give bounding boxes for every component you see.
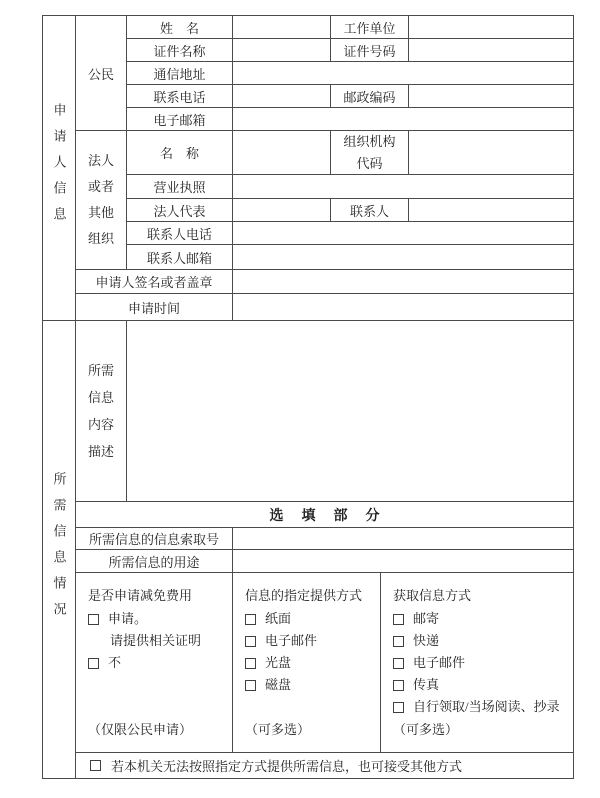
provide-option-cd[interactable]	[245, 652, 291, 674]
label-purpose: 所需信息的用途	[76, 550, 233, 573]
value-purpose[interactable]	[233, 550, 574, 573]
optional-part-header-cell	[76, 502, 574, 528]
obtain-footnote: （可多选）	[393, 722, 459, 737]
checkbox-icon[interactable]	[245, 680, 256, 691]
obtain-option-email[interactable]	[393, 652, 465, 674]
provide-option-paper-label: 纸面	[265, 611, 292, 626]
label-license: 营业执照	[127, 175, 233, 199]
provide-method-cell	[233, 573, 381, 753]
optional-part-header: 选填部分	[269, 508, 398, 524]
label-org-name: 名 称	[127, 131, 233, 175]
checkbox-icon[interactable]	[393, 636, 404, 647]
checkbox-icon[interactable]	[88, 614, 99, 625]
provide-option-cd-label: 光盘	[265, 655, 292, 670]
provide-method-title: 信息的指定提供方式	[245, 588, 363, 603]
value-name[interactable]	[233, 16, 331, 39]
value-description[interactable]	[127, 321, 574, 502]
obtain-option-self[interactable]	[393, 696, 560, 718]
label-work-unit: 工作单位	[331, 16, 409, 39]
label-description-text: 所需信息内容描述	[88, 363, 115, 459]
fee-option-no-label: 不	[108, 655, 122, 670]
section-requested-label: 所需信息情况	[51, 471, 67, 628]
obtain-method-cell	[381, 573, 574, 753]
value-address[interactable]	[233, 62, 574, 85]
provide-footnote: （可多选）	[245, 722, 311, 737]
group-legal-org-label: 法人或者其他组织	[88, 153, 115, 246]
label-contact: 联系人	[331, 199, 409, 222]
label-index-no: 所需信息的信息索取号	[76, 528, 233, 550]
value-contact-email[interactable]	[233, 245, 574, 270]
group-legal-org	[76, 131, 127, 270]
label-signature: 申请人签名或者盖章	[76, 270, 233, 294]
checkbox-icon[interactable]	[393, 658, 404, 669]
label-org-code-text: 组织机构代码	[343, 133, 396, 171]
fee-option-apply-label: 申请。	[108, 611, 148, 626]
checkbox-icon[interactable]	[245, 636, 256, 647]
value-work-unit[interactable]	[409, 16, 574, 39]
value-org-name[interactable]	[233, 131, 331, 175]
checkbox-icon[interactable]	[245, 658, 256, 669]
fee-option-no[interactable]	[88, 652, 121, 674]
value-postcode[interactable]	[409, 85, 574, 108]
section-applicant-label: 申请人信息	[51, 103, 67, 233]
checkbox-icon[interactable]	[393, 702, 404, 713]
label-name: 姓 名	[127, 16, 233, 39]
fallback-note-label: 若本机关无法按照指定方式提供所需信息，也可接受其他方式	[111, 759, 463, 774]
section-requested-info	[43, 321, 76, 779]
value-contact[interactable]	[409, 199, 574, 222]
provide-option-email-label: 电子邮件	[265, 633, 318, 648]
fallback-note-cell	[76, 753, 574, 779]
label-contact-phone: 联系人电话	[127, 222, 233, 245]
fee-reduction-title: 是否申请减免费用	[88, 588, 193, 603]
provide-option-email[interactable]	[245, 630, 317, 652]
label-description	[76, 321, 127, 502]
checkbox-icon[interactable]	[245, 614, 256, 625]
value-contact-phone[interactable]	[233, 222, 574, 245]
provide-option-paper[interactable]	[245, 608, 291, 630]
value-org-code[interactable]	[409, 131, 574, 175]
obtain-option-email-label: 电子邮件	[413, 655, 466, 670]
value-cert-no[interactable]	[409, 39, 574, 62]
group-citizen	[76, 16, 127, 131]
provide-option-disk-label: 磁盘	[265, 677, 292, 692]
obtain-option-express-label: 快递	[413, 633, 440, 648]
label-contact-email: 联系人邮箱	[127, 245, 233, 270]
label-representative: 法人代表	[127, 199, 233, 222]
checkbox-icon[interactable]	[393, 614, 404, 625]
label-phone: 联系电话	[127, 85, 233, 108]
label-org-code	[331, 131, 409, 175]
obtain-method-title: 获取信息方式	[393, 588, 472, 603]
group-citizen-label: 公民	[87, 66, 114, 82]
value-representative[interactable]	[233, 199, 331, 222]
label-apply-time: 申请时间	[76, 294, 233, 321]
label-cert-no: 证件号码	[331, 39, 409, 62]
value-cert-name[interactable]	[233, 39, 331, 62]
application-form-table	[42, 15, 574, 779]
label-cert-name: 证件名称	[127, 39, 233, 62]
obtain-option-mail[interactable]	[393, 608, 439, 630]
value-phone[interactable]	[233, 85, 331, 108]
value-signature[interactable]	[233, 270, 574, 294]
obtain-option-self-label: 自行领取/当场阅读、抄录	[413, 699, 560, 714]
provide-option-disk[interactable]	[245, 674, 291, 696]
checkbox-icon[interactable]	[88, 658, 99, 669]
checkbox-icon[interactable]	[90, 760, 101, 771]
obtain-option-fax[interactable]	[393, 674, 439, 696]
value-license[interactable]	[233, 175, 574, 199]
checkbox-icon[interactable]	[393, 680, 404, 691]
obtain-option-fax-label: 传真	[413, 677, 440, 692]
label-address: 通信地址	[127, 62, 233, 85]
label-postcode: 邮政编码	[331, 85, 409, 108]
value-apply-time[interactable]	[233, 294, 574, 321]
fee-reduction-cell	[76, 573, 233, 753]
value-index-no[interactable]	[233, 528, 574, 550]
label-email: 电子邮箱	[127, 108, 233, 131]
obtain-option-mail-label: 邮寄	[413, 611, 440, 626]
value-email[interactable]	[233, 108, 574, 131]
fee-footnote: （仅限公民申请）	[88, 722, 193, 737]
obtain-option-express[interactable]	[393, 630, 439, 652]
section-applicant-info	[43, 16, 76, 321]
fee-apply-note: 请提供相关证明	[110, 633, 202, 648]
fee-option-apply[interactable]	[88, 608, 147, 630]
